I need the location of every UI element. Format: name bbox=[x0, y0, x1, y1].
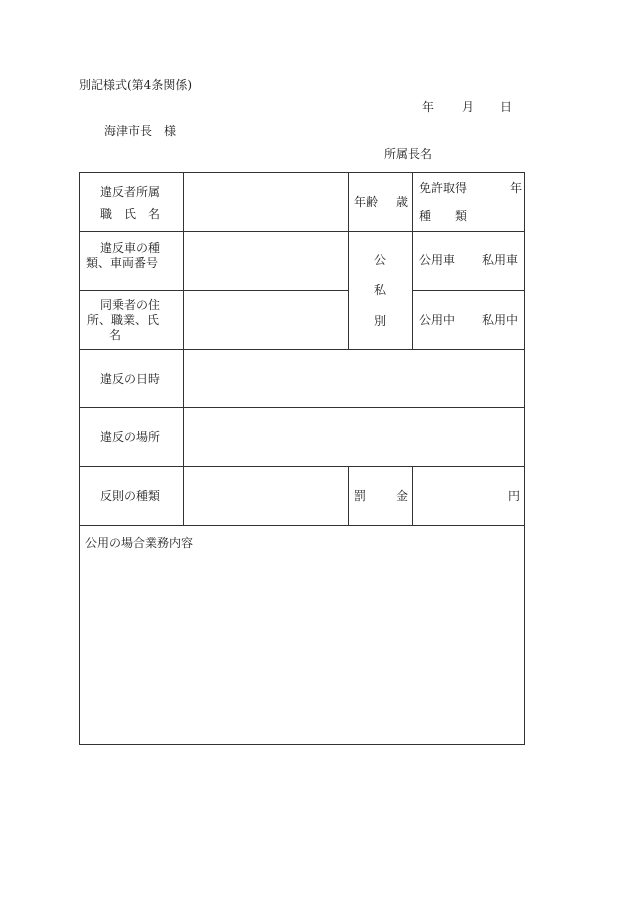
vehicle-number-label: 類、車両番号 bbox=[86, 256, 159, 270]
public-private-char-2: 私 bbox=[374, 283, 387, 297]
row-divider bbox=[80, 231, 524, 232]
age-unit-label: 歳 bbox=[396, 195, 409, 209]
department-head-label: 所属長名 bbox=[384, 147, 433, 161]
date-month-label: 月 bbox=[462, 100, 475, 114]
violation-report-table bbox=[79, 172, 525, 745]
row-divider bbox=[80, 466, 524, 467]
license-obtained-label: 免許取得 bbox=[419, 181, 468, 195]
passenger-occupation-label: 所、職業、氏 bbox=[87, 313, 160, 327]
row-divider bbox=[80, 290, 348, 291]
passenger-name-label: 名 bbox=[109, 328, 122, 342]
column-divider bbox=[348, 466, 349, 525]
license-type-label: 種 類 bbox=[419, 209, 468, 223]
violator-title-name-label: 職 氏 名 bbox=[100, 207, 161, 221]
row-divider bbox=[80, 525, 524, 526]
public-private-char-3: 別 bbox=[374, 314, 387, 328]
passenger-address-label: 同乗者の住 bbox=[100, 298, 161, 312]
addressee: 海津市長 様 bbox=[104, 124, 177, 138]
column-divider bbox=[412, 173, 413, 349]
public-private-char-1: 公 bbox=[374, 253, 387, 267]
row-divider bbox=[80, 407, 524, 408]
date-year-label: 年 bbox=[422, 100, 435, 114]
form-title: 別記様式(第4条関係) bbox=[79, 78, 192, 92]
column-divider bbox=[412, 466, 413, 525]
row-divider bbox=[80, 349, 524, 350]
fine-label-char-1: 罰 bbox=[354, 489, 367, 503]
violation-location-label: 違反の場所 bbox=[100, 430, 161, 444]
date-day-label: 日 bbox=[500, 100, 513, 114]
private-use-label: 私用中 bbox=[482, 313, 519, 327]
row-divider bbox=[412, 290, 524, 291]
column-divider bbox=[183, 173, 184, 525]
official-duty-details-label: 公用の場合業務内容 bbox=[85, 536, 194, 550]
violation-datetime-label: 違反の日時 bbox=[100, 372, 161, 386]
column-divider bbox=[348, 173, 349, 349]
age-label: 年齢 bbox=[354, 195, 379, 209]
fine-label-char-2: 金 bbox=[396, 489, 409, 503]
fine-unit-label: 円 bbox=[508, 489, 521, 503]
infraction-type-label: 反則の種類 bbox=[100, 489, 161, 503]
violating-vehicle-type-label: 違反車の種 bbox=[100, 241, 161, 255]
public-vehicle-label: 公用車 bbox=[419, 253, 456, 267]
private-vehicle-label: 私用車 bbox=[482, 253, 519, 267]
license-year-label: 年 bbox=[510, 181, 523, 195]
public-use-label: 公用中 bbox=[419, 313, 456, 327]
violator-affiliation-label: 違反者所属 bbox=[100, 185, 161, 199]
